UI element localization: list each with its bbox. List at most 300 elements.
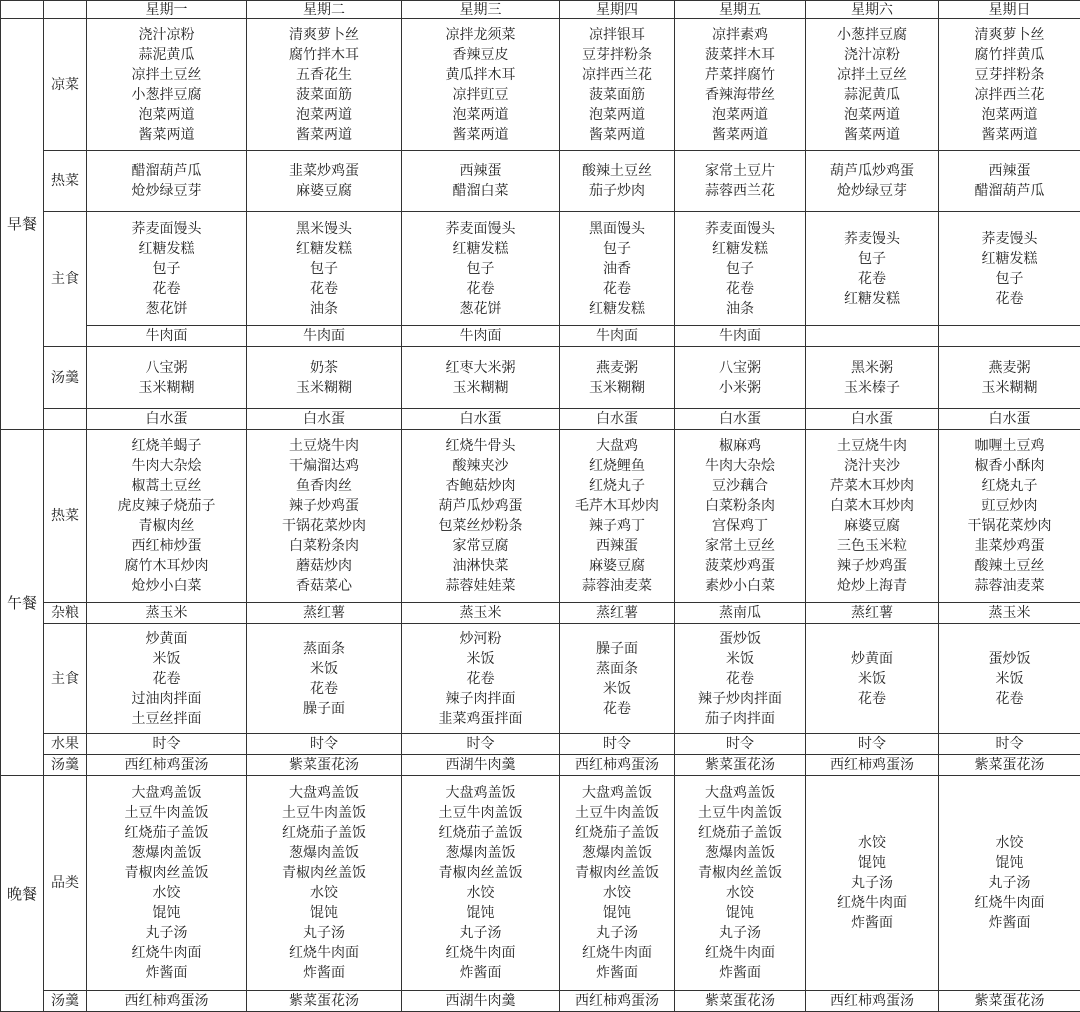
dish-item: 泡菜两道 xyxy=(560,105,674,125)
breakfast-noodle-row xyxy=(1,326,1080,347)
dish-item: 红烧茄子盖饭 xyxy=(402,823,559,843)
dish-item: 家常土豆丝 xyxy=(675,536,805,556)
dish-item: 泡菜两道 xyxy=(939,105,1080,125)
menu-cell xyxy=(939,151,1080,212)
dish-item: 黑面馒头 xyxy=(560,219,674,239)
dish-item: 葫芦瓜炒鸡蛋 xyxy=(402,496,559,516)
dish-item: 八宝粥 xyxy=(675,358,805,378)
dish-item: 红糖发糕 xyxy=(87,239,246,259)
menu-cell: 蒸红薯 xyxy=(247,603,402,624)
menu-cell xyxy=(939,347,1080,409)
dish-item: 油条 xyxy=(247,299,401,319)
menu-cell xyxy=(675,430,806,603)
menu-cell xyxy=(402,212,560,326)
dish-item: 青椒肉丝 xyxy=(87,516,246,536)
dish-item: 西辣蛋 xyxy=(560,536,674,556)
dish-item: 茄子肉拌面 xyxy=(675,709,805,729)
dish-item: 蒸面条 xyxy=(247,639,401,659)
menu-cell: 西湖牛肉羹 xyxy=(402,991,560,1012)
dish-item: 红烧牛肉面 xyxy=(560,943,674,963)
dish-item: 泡菜两道 xyxy=(402,105,559,125)
dish-item: 玉米糊糊 xyxy=(939,378,1080,398)
dish-item: 素炒小白菜 xyxy=(675,576,805,596)
day-header: 星期日 xyxy=(939,1,1080,19)
menu-cell: 白水蛋 xyxy=(402,409,560,430)
dish-item: 馄饨 xyxy=(806,853,938,873)
dish-item: 凉拌土豆丝 xyxy=(87,65,246,85)
menu-cell xyxy=(87,151,247,212)
dish-item: 包子 xyxy=(939,269,1080,289)
dish-item: 清爽萝卜丝 xyxy=(939,25,1080,45)
dish-item: 玉米榛子 xyxy=(806,378,938,398)
dish-item: 五香花生 xyxy=(247,65,401,85)
header-row xyxy=(1,1,1080,19)
dish-item: 青椒肉丝盖饭 xyxy=(247,863,401,883)
dish-item: 酱菜两道 xyxy=(939,125,1080,145)
dish-item: 馄饨 xyxy=(247,903,401,923)
dish-item: 凉拌银耳 xyxy=(560,25,674,45)
dish-item: 丸子汤 xyxy=(939,873,1080,893)
dish-item: 丸子汤 xyxy=(806,873,938,893)
dish-item: 花卷 xyxy=(806,689,938,709)
dish-item: 菠菜炒鸡蛋 xyxy=(675,556,805,576)
menu-cell: 牛肉面 xyxy=(402,326,560,347)
dish-item: 葱花饼 xyxy=(402,299,559,319)
dish-item: 辣子鸡丁 xyxy=(560,516,674,536)
dish-item: 花卷 xyxy=(560,699,674,719)
dish-item: 牛肉大杂烩 xyxy=(675,456,805,476)
dish-item: 玉米糊糊 xyxy=(402,378,559,398)
dish-item: 丸子汤 xyxy=(87,923,246,943)
dish-item: 玉米糊糊 xyxy=(247,378,401,398)
dish-item: 葱爆肉盖饭 xyxy=(247,843,401,863)
dish-item: 西红柿炒蛋 xyxy=(87,536,246,556)
dish-item: 米饭 xyxy=(402,649,559,669)
dish-item: 水饺 xyxy=(560,883,674,903)
dish-item: 花卷 xyxy=(247,679,401,699)
menu-cell xyxy=(402,151,560,212)
dish-item: 辣子炒肉拌面 xyxy=(675,689,805,709)
menu-cell xyxy=(806,151,939,212)
menu-cell xyxy=(806,19,939,151)
dish-item: 小葱拌豆腐 xyxy=(87,85,246,105)
dish-item: 荞麦面馒头 xyxy=(675,219,805,239)
dish-item: 青椒肉丝盖饭 xyxy=(87,863,246,883)
dish-item: 红烧鲤鱼 xyxy=(560,456,674,476)
menu-cell: 西红柿鸡蛋汤 xyxy=(87,991,247,1012)
dish-item: 酸辣夹沙 xyxy=(402,456,559,476)
dish-item: 土豆牛肉盖饭 xyxy=(675,803,805,823)
dinner-items-row xyxy=(1,776,1080,991)
menu-cell: 时令 xyxy=(247,734,402,755)
menu-cell xyxy=(675,776,806,991)
menu-cell: 西红柿鸡蛋汤 xyxy=(806,991,939,1012)
day-header: 星期一 xyxy=(87,1,247,19)
dish-item: 水饺 xyxy=(675,883,805,903)
dish-item: 腐竹拌木耳 xyxy=(247,45,401,65)
category-label: 主食 xyxy=(44,624,87,734)
dish-item: 干煸溜达鸡 xyxy=(247,456,401,476)
menu-cell xyxy=(247,430,402,603)
dish-item: 清爽萝卜丝 xyxy=(247,25,401,45)
dish-item: 水饺 xyxy=(806,833,938,853)
dish-item: 腐竹拌黄瓜 xyxy=(939,45,1080,65)
menu-cell xyxy=(560,430,675,603)
dish-item: 酱菜两道 xyxy=(87,125,246,145)
dish-item: 燕麦粥 xyxy=(939,358,1080,378)
dish-item: 炸酱面 xyxy=(806,913,938,933)
menu-cell xyxy=(806,326,939,347)
dish-item: 辣子肉拌面 xyxy=(402,689,559,709)
category-label: 热菜 xyxy=(44,151,87,212)
dish-item: 花卷 xyxy=(560,279,674,299)
menu-cell: 西红柿鸡蛋汤 xyxy=(806,755,939,776)
dish-item: 红烧丸子 xyxy=(939,476,1080,496)
dish-item: 白菜粉条肉 xyxy=(675,496,805,516)
dish-item: 奶茶 xyxy=(247,358,401,378)
dish-item: 炸酱面 xyxy=(939,913,1080,933)
category-label: 品类 xyxy=(44,776,87,991)
menu-cell: 蒸红薯 xyxy=(806,603,939,624)
dish-item: 酸辣土豆丝 xyxy=(560,161,674,181)
dish-item: 麻婆豆腐 xyxy=(247,181,401,201)
menu-cell xyxy=(806,430,939,603)
dish-item: 臊子面 xyxy=(247,699,401,719)
dish-item: 红烧茄子盖饭 xyxy=(247,823,401,843)
dish-item: 青椒肉丝盖饭 xyxy=(402,863,559,883)
dish-item: 红糖发糕 xyxy=(247,239,401,259)
dish-item: 包子 xyxy=(247,259,401,279)
menu-cell xyxy=(247,624,402,734)
dish-item: 咖喱土豆鸡 xyxy=(939,436,1080,456)
dish-item: 炝炒上海青 xyxy=(806,576,938,596)
dish-item: 香辣豆皮 xyxy=(402,45,559,65)
corner-cell xyxy=(44,1,87,19)
dish-item: 包子 xyxy=(87,259,246,279)
dish-item: 韭菜鸡蛋拌面 xyxy=(402,709,559,729)
menu-cell: 时令 xyxy=(806,734,939,755)
dish-item: 荞麦馒头 xyxy=(939,229,1080,249)
dish-item: 醋溜葫芦瓜 xyxy=(87,161,246,181)
dish-item: 牛肉大杂烩 xyxy=(87,456,246,476)
dish-item: 浇汁凉粉 xyxy=(806,45,938,65)
breakfast-hot-row xyxy=(1,151,1080,212)
menu-cell: 时令 xyxy=(87,734,247,755)
dish-item: 蒜蓉油麦菜 xyxy=(939,576,1080,596)
dish-item: 包子 xyxy=(675,259,805,279)
dish-item: 豆芽拌粉条 xyxy=(560,45,674,65)
menu-cell xyxy=(560,776,675,991)
dish-item: 酱菜两道 xyxy=(247,125,401,145)
dish-item: 红烧牛肉面 xyxy=(939,893,1080,913)
dish-item: 酸辣土豆丝 xyxy=(939,556,1080,576)
menu-cell xyxy=(247,19,402,151)
menu-cell: 牛肉面 xyxy=(675,326,806,347)
dish-item: 杏鲍菇炒肉 xyxy=(402,476,559,496)
menu-cell xyxy=(560,624,675,734)
dish-item: 椒蒿土豆丝 xyxy=(87,476,246,496)
menu-cell: 西红柿鸡蛋汤 xyxy=(560,991,675,1012)
menu-cell: 紫菜蛋花汤 xyxy=(247,991,402,1012)
menu-cell xyxy=(247,347,402,409)
dish-item: 花卷 xyxy=(939,289,1080,309)
dish-item: 花卷 xyxy=(675,669,805,689)
menu-cell xyxy=(675,19,806,151)
dish-item: 白菜粉条肉 xyxy=(247,536,401,556)
menu-cell xyxy=(402,430,560,603)
breakfast-staple-row xyxy=(1,212,1080,326)
dish-item: 大盘鸡盖饭 xyxy=(87,783,246,803)
menu-cell xyxy=(806,776,939,991)
dish-item: 红糖发糕 xyxy=(560,299,674,319)
menu-cell xyxy=(560,19,675,151)
dish-item: 葱爆肉盖饭 xyxy=(402,843,559,863)
dish-item: 浇汁夹沙 xyxy=(806,456,938,476)
menu-cell xyxy=(560,347,675,409)
menu-cell: 白水蛋 xyxy=(247,409,402,430)
dish-item: 小米粥 xyxy=(675,378,805,398)
dish-item: 土豆丝拌面 xyxy=(87,709,246,729)
menu-cell xyxy=(87,776,247,991)
dish-item: 黄瓜拌木耳 xyxy=(402,65,559,85)
dish-item: 韭菜炒鸡蛋 xyxy=(247,161,401,181)
dish-item: 红糖发糕 xyxy=(806,289,938,309)
dish-item: 蒜蓉西兰花 xyxy=(675,181,805,201)
menu-cell: 白水蛋 xyxy=(806,409,939,430)
menu-cell xyxy=(247,776,402,991)
dish-item: 炸酱面 xyxy=(560,963,674,983)
dish-item: 土豆烧牛肉 xyxy=(247,436,401,456)
dish-item: 土豆烧牛肉 xyxy=(806,436,938,456)
dish-item: 黑米粥 xyxy=(806,358,938,378)
menu-cell xyxy=(939,19,1080,151)
dish-item: 炸酱面 xyxy=(247,963,401,983)
menu-cell xyxy=(87,19,247,151)
dish-item: 炸酱面 xyxy=(87,963,246,983)
menu-cell xyxy=(402,19,560,151)
dish-item: 丸子汤 xyxy=(560,923,674,943)
dish-item: 浇汁凉粉 xyxy=(87,25,246,45)
dish-item: 家常土豆片 xyxy=(675,161,805,181)
day-header: 星期三 xyxy=(402,1,560,19)
dish-item: 黑米馒头 xyxy=(247,219,401,239)
menu-cell xyxy=(675,212,806,326)
dish-item: 豇豆炒肉 xyxy=(939,496,1080,516)
breakfast-egg-row xyxy=(1,409,1080,430)
menu-cell xyxy=(402,347,560,409)
dish-item: 燕麦粥 xyxy=(560,358,674,378)
dish-item: 油淋快菜 xyxy=(402,556,559,576)
dish-item: 香辣海带丝 xyxy=(675,85,805,105)
menu-cell xyxy=(939,212,1080,326)
dish-item: 荞麦面馒头 xyxy=(402,219,559,239)
dish-item: 酱菜两道 xyxy=(675,125,805,145)
menu-cell xyxy=(87,347,247,409)
lunch-staple-row xyxy=(1,624,1080,734)
menu-cell: 蒸南瓜 xyxy=(675,603,806,624)
dish-item: 馄饨 xyxy=(939,853,1080,873)
dish-item: 米饭 xyxy=(560,679,674,699)
dish-item: 包子 xyxy=(560,239,674,259)
category-label: 凉菜 xyxy=(44,19,87,151)
dish-item: 包子 xyxy=(402,259,559,279)
dish-item: 炒黄面 xyxy=(806,649,938,669)
menu-cell: 蒸红薯 xyxy=(560,603,675,624)
menu-cell xyxy=(675,151,806,212)
lunch-hot-row xyxy=(1,430,1080,603)
dish-item: 水饺 xyxy=(939,833,1080,853)
menu-cell xyxy=(560,212,675,326)
dish-item: 菠菜面筋 xyxy=(247,85,401,105)
dish-item: 青椒肉丝盖饭 xyxy=(560,863,674,883)
dish-item: 红烧茄子盖饭 xyxy=(675,823,805,843)
lunch-grain-row xyxy=(1,603,1080,624)
dish-item: 水饺 xyxy=(247,883,401,903)
dish-item: 红烧牛肉面 xyxy=(806,893,938,913)
dish-item: 酱菜两道 xyxy=(560,125,674,145)
category-label xyxy=(44,409,87,430)
dish-item: 葱爆肉盖饭 xyxy=(560,843,674,863)
dish-item: 玉米糊糊 xyxy=(560,378,674,398)
dish-item: 红烧牛骨头 xyxy=(402,436,559,456)
menu-cell: 白水蛋 xyxy=(560,409,675,430)
dish-item: 大盘鸡盖饭 xyxy=(675,783,805,803)
category-label: 汤羹 xyxy=(44,755,87,776)
dish-item: 炒黄面 xyxy=(87,629,246,649)
menu-cell: 蒸玉米 xyxy=(87,603,247,624)
dish-item: 土豆牛肉盖饭 xyxy=(402,803,559,823)
menu-cell: 紫菜蛋花汤 xyxy=(247,755,402,776)
dish-item: 凉拌龙须菜 xyxy=(402,25,559,45)
dish-item: 菠菜拌木耳 xyxy=(675,45,805,65)
dish-item: 红糖发糕 xyxy=(939,249,1080,269)
dish-item: 炒河粉 xyxy=(402,629,559,649)
menu-cell: 牛肉面 xyxy=(247,326,402,347)
day-header: 星期六 xyxy=(806,1,939,19)
lunch-soup-row xyxy=(1,755,1080,776)
dish-item: 西辣蛋 xyxy=(402,161,559,181)
dish-item: 葱爆肉盖饭 xyxy=(87,843,246,863)
dish-item: 白菜木耳炒肉 xyxy=(806,496,938,516)
dish-item: 花卷 xyxy=(402,669,559,689)
dish-item: 米饭 xyxy=(939,669,1080,689)
dish-item: 馄饨 xyxy=(402,903,559,923)
category-label: 主食 xyxy=(44,212,87,347)
dish-item: 玉米糊糊 xyxy=(87,378,246,398)
category-label: 汤羹 xyxy=(44,347,87,409)
dish-item: 蒜蓉油麦菜 xyxy=(560,576,674,596)
dish-item: 米饭 xyxy=(806,669,938,689)
dish-item: 鱼香肉丝 xyxy=(247,476,401,496)
menu-cell xyxy=(939,430,1080,603)
dish-item: 馄饨 xyxy=(675,903,805,923)
dish-item: 虎皮辣子烧茄子 xyxy=(87,496,246,516)
dish-item: 毛芹木耳炒肉 xyxy=(560,496,674,516)
dish-item: 泡菜两道 xyxy=(87,105,246,125)
dish-item: 臊子面 xyxy=(560,639,674,659)
dish-item: 土豆牛肉盖饭 xyxy=(87,803,246,823)
dish-item: 花卷 xyxy=(402,279,559,299)
menu-cell xyxy=(402,776,560,991)
dish-item: 红烧茄子盖饭 xyxy=(560,823,674,843)
dish-item: 油香 xyxy=(560,259,674,279)
menu-cell xyxy=(939,326,1080,347)
dish-item: 荞麦面馒头 xyxy=(87,219,246,239)
dish-item: 水饺 xyxy=(87,883,246,903)
meal-label-dinner: 晚餐 xyxy=(1,776,44,1012)
breakfast-soup-row xyxy=(1,347,1080,409)
dish-item: 泡菜两道 xyxy=(247,105,401,125)
menu-cell xyxy=(806,624,939,734)
dish-item: 凉拌土豆丝 xyxy=(806,65,938,85)
dish-item: 过油肉拌面 xyxy=(87,689,246,709)
day-header: 星期五 xyxy=(675,1,806,19)
dish-item: 芹菜木耳炒肉 xyxy=(806,476,938,496)
dish-item: 水饺 xyxy=(402,883,559,903)
menu-cell: 西湖牛肉羹 xyxy=(402,755,560,776)
dish-item: 红烧丸子 xyxy=(560,476,674,496)
dish-item: 荞麦馒头 xyxy=(806,229,938,249)
dish-item: 蘑菇炒肉 xyxy=(247,556,401,576)
menu-cell xyxy=(675,347,806,409)
breakfast-cold-row xyxy=(1,19,1080,151)
dish-item: 葱花饼 xyxy=(87,299,246,319)
dish-item: 酱菜两道 xyxy=(806,125,938,145)
dish-item: 八宝粥 xyxy=(87,358,246,378)
dish-item: 椒香小酥肉 xyxy=(939,456,1080,476)
dish-item: 辣子炒鸡蛋 xyxy=(806,556,938,576)
dish-item: 三色玉米粒 xyxy=(806,536,938,556)
dish-item: 辣子炒鸡蛋 xyxy=(247,496,401,516)
dish-item: 豆沙藕合 xyxy=(675,476,805,496)
menu-cell xyxy=(402,624,560,734)
dish-item: 茄子炒肉 xyxy=(560,181,674,201)
dish-item: 花卷 xyxy=(247,279,401,299)
menu-cell: 白水蛋 xyxy=(675,409,806,430)
menu-cell: 紫菜蛋花汤 xyxy=(939,991,1080,1012)
dish-item: 红糖发糕 xyxy=(402,239,559,259)
menu-cell xyxy=(939,624,1080,734)
dish-item: 红烧牛肉面 xyxy=(87,943,246,963)
dish-item: 干锅花菜炒肉 xyxy=(939,516,1080,536)
dish-item: 包菜丝炒粉条 xyxy=(402,516,559,536)
dish-item: 红烧牛肉面 xyxy=(247,943,401,963)
menu-cell xyxy=(806,212,939,326)
dish-item: 丸子汤 xyxy=(247,923,401,943)
dish-item: 蛋炒饭 xyxy=(939,649,1080,669)
menu-cell xyxy=(675,624,806,734)
menu-cell xyxy=(560,151,675,212)
dish-item: 大盘鸡 xyxy=(560,436,674,456)
dish-item: 蒜泥黄瓜 xyxy=(87,45,246,65)
menu-cell: 紫菜蛋花汤 xyxy=(675,991,806,1012)
dish-item: 醋溜葫芦瓜 xyxy=(939,181,1080,201)
dish-item: 土豆牛肉盖饭 xyxy=(560,803,674,823)
menu-cell: 牛肉面 xyxy=(87,326,247,347)
dish-item: 大盘鸡盖饭 xyxy=(402,783,559,803)
dish-item: 麻婆豆腐 xyxy=(806,516,938,536)
dish-item: 香菇菜心 xyxy=(247,576,401,596)
menu-cell: 白水蛋 xyxy=(87,409,247,430)
menu-cell: 紫菜蛋花汤 xyxy=(939,755,1080,776)
menu-cell xyxy=(806,347,939,409)
dish-item: 大盘鸡盖饭 xyxy=(560,783,674,803)
dish-item: 包子 xyxy=(806,249,938,269)
dish-item: 腐竹木耳炒肉 xyxy=(87,556,246,576)
category-label: 热菜 xyxy=(44,430,87,603)
menu-cell: 蒸玉米 xyxy=(402,603,560,624)
menu-cell: 蒸玉米 xyxy=(939,603,1080,624)
